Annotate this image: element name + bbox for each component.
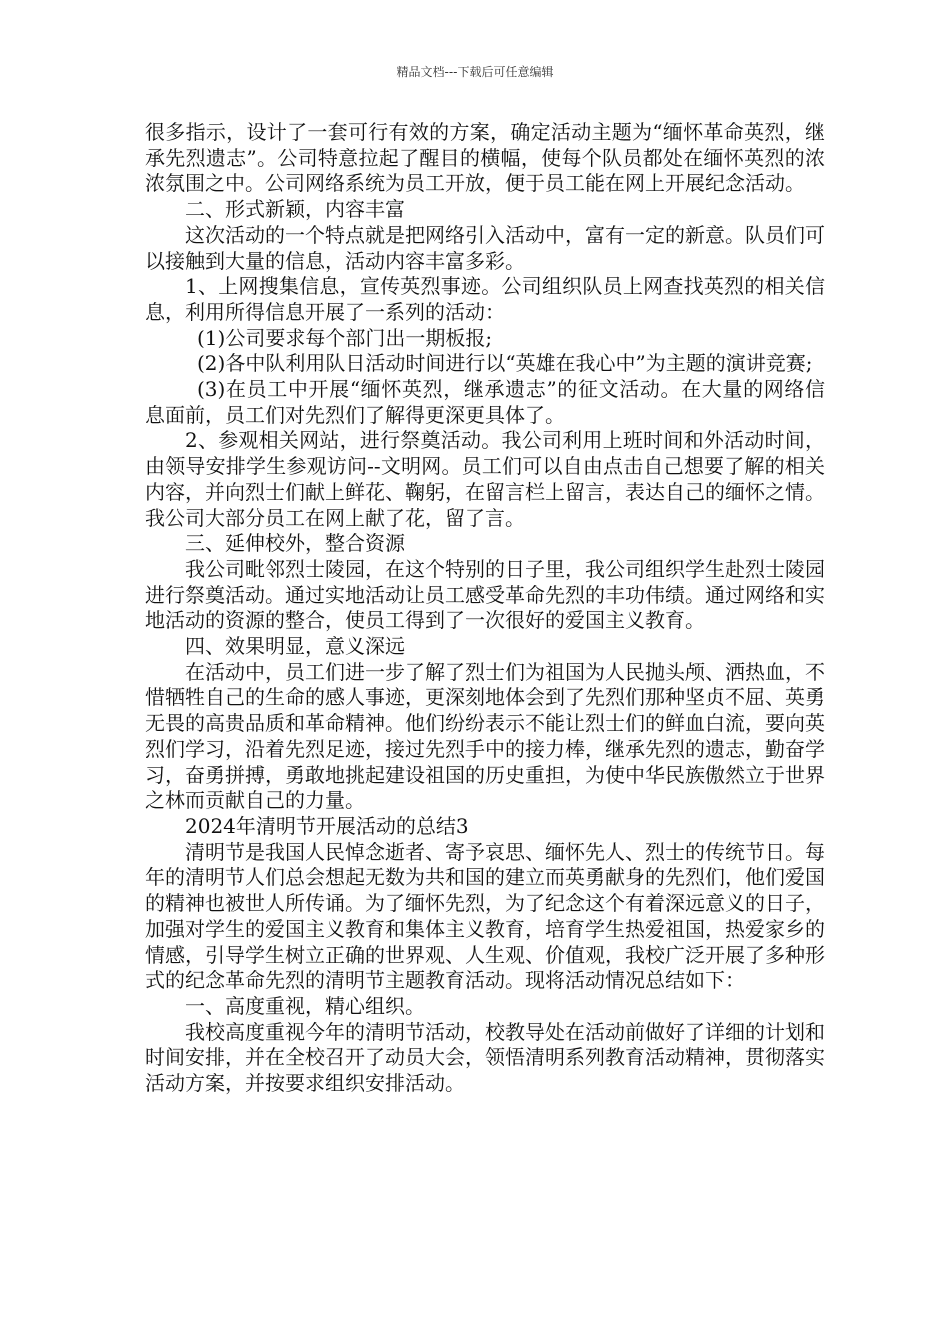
list-item: (1)公司要求每个部门出一期板报; bbox=[197, 325, 493, 350]
paragraph: 我校高度重视今年的清明节活动，校教导处在活动前做好了详细的计划和时间安排，并在全校召开了动员大会，领悟清明系列教育活动精神，贯彻落实活动方案，并按要求组织安排活动。 bbox=[145, 1019, 825, 1096]
paragraph: 1、上网搜集信息，宣传英烈事迹。公司组织队员上网查找英烈的相关信息，利用所得信息开展了一系列的活动： bbox=[145, 274, 825, 324]
section-heading: 四、效果明显，意义深远 bbox=[185, 634, 405, 659]
list-item: (2)各中队利用队日活动时间进行以“英雄在我心中”为主题的演讲竞赛; bbox=[197, 351, 813, 376]
section-heading: 三、延伸校外，整合资源 bbox=[185, 531, 405, 556]
list-item: (3)在员工中开展“缅怀英烈，继承遗志”的征文活动。在大量的网络信息面前，员工们对先烈们了解得更深更具体了。 bbox=[145, 377, 825, 427]
section-heading: 二、形式新颖，内容丰富 bbox=[185, 197, 405, 222]
document-subtitle: 2024年清明节开展活动的总结3 bbox=[185, 813, 469, 838]
page-header: 精品文档---下载后可任意编辑 bbox=[396, 65, 554, 79]
document-body bbox=[145, 120, 825, 1097]
paragraph: 我公司毗邻烈士陵园，在这个特别的日子里，我公司组织学生赴烈士陵园进行祭奠活动。通过实地活动让员工感受革命先烈的丰功伟绩。通过网络和实地活动的资源的整合，使员工得到了一次很好的爱国主义教育。 bbox=[145, 556, 825, 633]
paragraph: 在活动中，员工们进一步了解了烈士们为祖国为人民抛头颅、洒热血，不惜牺牲自己的生命的感人事迹，更深刻地体会到了先烈们那种坚贞不屈、英勇无畏的高贵品质和革命精神。他们纷纷表示不能让烈士们的鲜血白流，要向英烈们学习，沿着先烈足迹，接过先烈手中的接力棒，继承先烈的遗志，勤奋学习，奋勇拼搏，勇敢地挑起建设祖国的历史重担，为使中华民族傲然立于世界之林而贡献自己的力量。 bbox=[145, 659, 825, 813]
paragraph: 很多指示，设计了一套可行有效的方案，确定活动主题为“缅怀革命英烈，继承先烈遗志”。公司特意拉起了醒目的横幅，使每个队员都处在缅怀英烈的浓浓氛围之中。公司网络系统为员工开放，便于员工能在网上开展纪念活动。 bbox=[145, 120, 825, 196]
paragraph: 2、参观相关网站，进行祭奠活动。我公司利用上班时间和外活动时间，由领导安排学生参观访问--文明网。员工们可以自由点击自己想要了解的相关内容，并向烈士们献上鲜花、鞠躬，在留言栏上留言，表达自己的缅怀之情。我公司大部分员工在网上献了花，留了言。 bbox=[145, 428, 825, 530]
paragraph: 这次活动的一个特点就是把网络引入活动中，富有一定的新意。队员们可以接触到大量的信息，活动内容丰富多彩。 bbox=[145, 222, 825, 273]
paragraph: 清明节是我国人民悼念逝者、寄予哀思、缅怀先人、烈士的传统节日。每年的清明节人们总会想起无数为共和国的建立而英勇献身的先烈们，他们爱国的精神也被世人所传诵。为了缅怀先烈，为了纪念这个有着深远意义的日子，加强对学生的爱国主义教育和集体主义教育，培育学生热爱祖国，热爱家乡的情感，引导学生树立正确的世界观、人生观、价值观，我校广泛开展了多种形式的纪念革命先烈的清明节主题教育活动。现将活动情况总结如下： bbox=[145, 839, 825, 993]
section-heading: 一、高度重视，精心组织。 bbox=[185, 993, 425, 1018]
